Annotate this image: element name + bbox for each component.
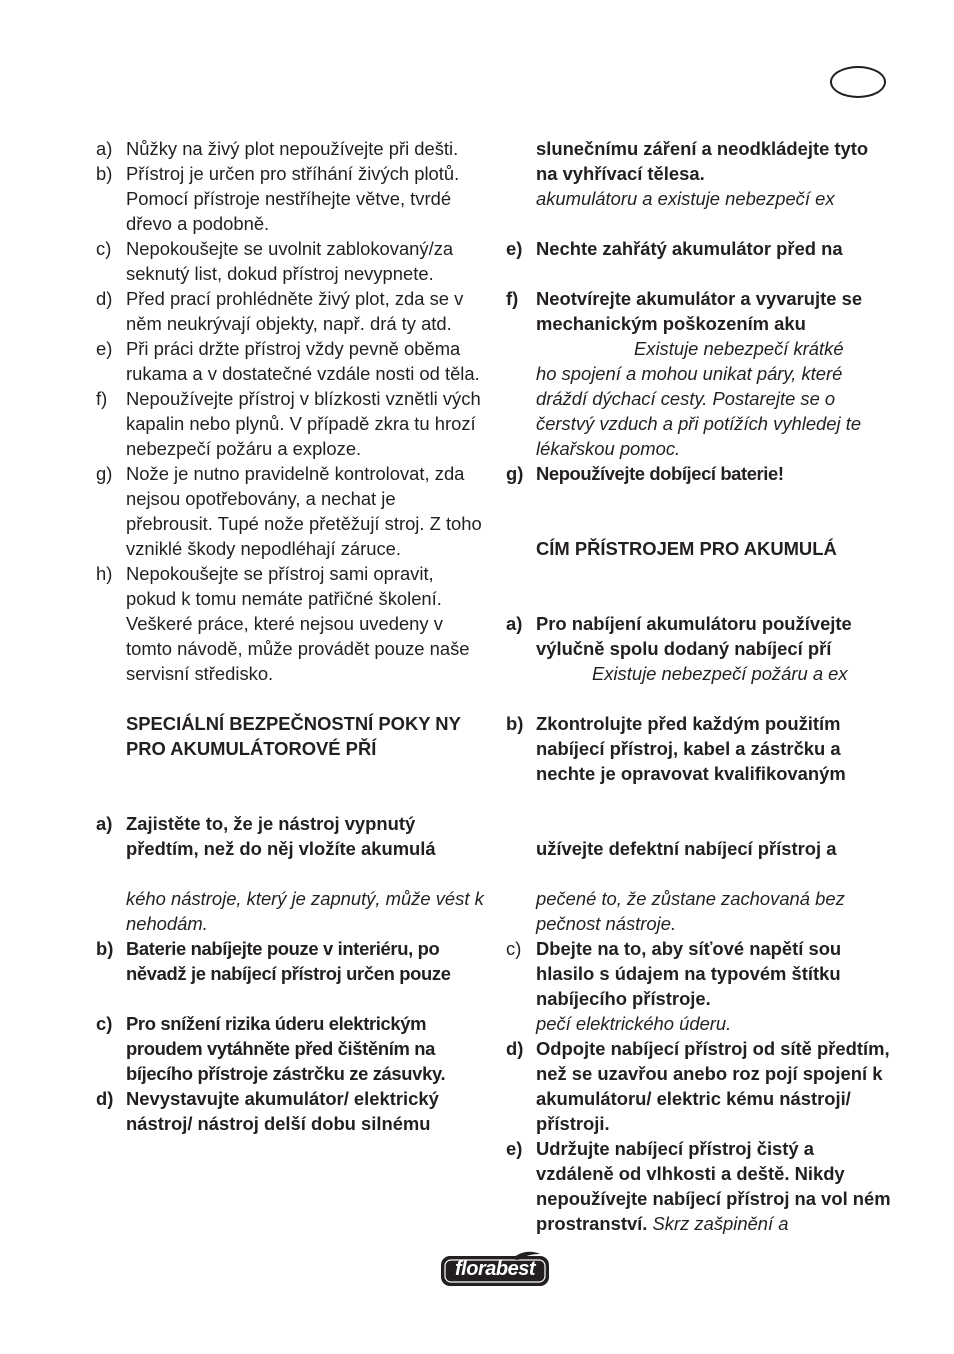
list-item: [96, 811, 486, 936]
list-item: [96, 461, 486, 561]
item-note: ho spojení a mohou unikat páry, které dráždí dýchací cesty. Postarejte se o čerstvý vzduch a při potížích vyhledej te lékařskou pomoc.: [536, 363, 862, 459]
item-marker: h): [96, 563, 113, 584]
item-text: Nože je nutno pravidelně kontrolovat, zda nejsou opotřebovány, a nechat je přebrousit. Tupé nože přetěžují stroj. Z toho vzniklé škody nepodléhají záruce.: [126, 463, 482, 559]
item-text: Baterie nabíjejte pouze v interiéru, po něvadž je nabíjecí přístroj určen pouze: [126, 938, 451, 984]
item-marker: b): [506, 713, 524, 734]
list-item: [96, 236, 486, 286]
item-marker: a): [506, 613, 523, 634]
item-text: Nechte zahřátý akumulátor před na: [536, 238, 843, 259]
item-text: Nepokoušejte se uvolnit zablokovaný/za seknutý list, dokud přístroj nevypnete.: [126, 238, 454, 284]
spacer: [96, 986, 486, 1011]
list-item: [506, 236, 896, 261]
continued-text: užívejte defektní nabíjecí přístroj a: [536, 838, 837, 859]
item-text: Nepoužívejte dobíjecí baterie!: [536, 463, 784, 484]
item-text: Nepokoušejte se přístroj sami opravit, pokud k tomu nemáte patřičné školení. Veškeré práce, které nejsou uvedeny v tomto návodě, může provádět pouze naše servisní středisko.: [126, 563, 470, 684]
item-marker: d): [96, 1088, 114, 1109]
item-text: [536, 1136, 896, 1236]
spacer: [506, 211, 896, 236]
item-note: kého nástroje, který je zapnutý, může vést k nehodám.: [126, 888, 484, 934]
item-marker: e): [96, 338, 113, 359]
florabest-logo: [440, 1251, 550, 1287]
item-text: Před prací prohlédněte živý plot, zda se v něm neukrývají objekty, např. drá ty atd.: [126, 288, 464, 334]
list-item: [506, 1036, 896, 1136]
list-item: [506, 1136, 896, 1236]
item-text: Neotvírejte akumulátor a vyvarujte se mechanickým poškozením aku: [536, 288, 863, 334]
item-marker: c): [96, 238, 112, 259]
item-text: Nevystavujte akumulátor/ elektrický nástroj/ nástroj delší dobu silnému: [126, 1088, 439, 1134]
list-item: [96, 386, 486, 461]
right-column: [506, 136, 896, 1236]
item-marker: g): [96, 463, 113, 484]
spacer: [506, 261, 896, 286]
list-item: [506, 461, 896, 486]
item-note: pečí elektrického úderu.: [536, 1013, 732, 1034]
logo-text: florabest: [455, 1257, 535, 1280]
list-item: [96, 286, 486, 336]
item-marker: d): [506, 1038, 524, 1059]
item-marker: a): [96, 138, 113, 159]
spacer: [506, 686, 896, 711]
item-note: Existuje nebezpečí krátké: [634, 338, 844, 359]
list-item: [96, 1086, 486, 1136]
list-item: [506, 936, 896, 1036]
item-text: Pro snížení rizika úderu elektrickým proudem vytáhněte před čištěním na bíjecího přístroje zástrčku ze zásuvky.: [126, 1013, 446, 1084]
spacer: [506, 861, 896, 886]
item-text: Zkontrolujte před každým použitím nabíjecí přístroj, kabel a zástrčku a nechte je opravovat kvalifikovaným: [536, 713, 846, 784]
item-note: Skrz zašpinění a: [652, 1213, 789, 1234]
spacer: [506, 486, 896, 536]
left-column: [96, 136, 486, 1136]
item-marker: e): [506, 238, 523, 259]
continued-note: akumulátoru a existuje nebezpečí ex: [536, 188, 835, 209]
list-item: [96, 336, 486, 386]
spacer: [126, 861, 486, 886]
spacer: [96, 761, 486, 811]
continued-note: pečené to, že zůstane zachovaná bez pečnost nástroje.: [536, 888, 845, 934]
spacer: [96, 686, 486, 711]
list-item: [506, 286, 896, 461]
item-marker: b): [96, 938, 114, 959]
item-marker: e): [506, 1138, 523, 1159]
item-note: Existuje nebezpečí požáru a ex: [592, 663, 848, 684]
item-text: Pro nabíjení akumulátoru používejte výlučně spolu dodaný nabíjecí pří: [536, 613, 852, 659]
section-heading: SPECIÁLNÍ BEZPEČNOSTNÍ POKY NY PRO AKUMULÁTOROVÉ PŘÍ: [126, 713, 461, 759]
item-marker: c): [506, 938, 522, 959]
item-text: Nůžky na živý plot nepoužívejte při dešti.: [126, 138, 459, 159]
continued-text: slunečnímu záření a neodkládejte tyto na vyhřívací tělesa.: [536, 138, 869, 184]
item-marker: b): [96, 163, 113, 184]
list-item: [506, 611, 896, 686]
item-marker: g): [506, 463, 524, 484]
list-item: [96, 1011, 486, 1086]
item-marker: f): [506, 288, 519, 309]
section-heading: CÍM PŘÍSTROJEM PRO AKUMULÁ: [536, 538, 837, 559]
language-badge: [830, 66, 886, 98]
item-text: Odpojte nabíjecí přístroj od sítě předtím, než se uzavřou anebo roz pojí spojení k akumulátoru/ elektric kému nástroji/ přístroji.: [536, 1038, 890, 1134]
list-item: [96, 161, 486, 236]
list-item: [96, 136, 486, 161]
spacer: [506, 561, 896, 611]
item-text: Při práci držte přístroj vždy pevně oběma rukama a v dostatečné vzdále nosti od těla.: [126, 338, 480, 384]
item-text: Zajistěte to, že je nástroj vypnutý předtím, než do něj vložíte akumulá: [126, 813, 436, 859]
list-item: [96, 936, 486, 986]
item-text: Nepoužívejte přístroj v blízkosti vznětli vých kapalin nebo plynů. V případě zkra tu hrozí nebezpečí požáru a exploze.: [126, 388, 481, 459]
item-marker: a): [96, 813, 113, 834]
list-item: [96, 561, 486, 686]
item-marker: f): [96, 388, 108, 409]
item-text: Přístroj je určen pro stříhání živých plotů. Pomocí přístroje nestříhejte větve, tvrdé dřevo a podobně.: [126, 163, 460, 234]
item-text-bold: Udržujte nabíjecí přístroj čistý a vzdáleně od vlhkosti a deště. Nikdy nepoužívejte nabíjecí přístroj na vol ném prostranství.: [536, 1138, 891, 1234]
item-marker: d): [96, 288, 113, 309]
list-item: [506, 711, 896, 786]
item-text: Dbejte na to, aby síťové napětí sou hlasilo s údajem na typovém štítku nabíjecího přístroje.: [536, 938, 842, 1009]
item-marker: c): [96, 1013, 113, 1034]
spacer: [506, 786, 896, 836]
